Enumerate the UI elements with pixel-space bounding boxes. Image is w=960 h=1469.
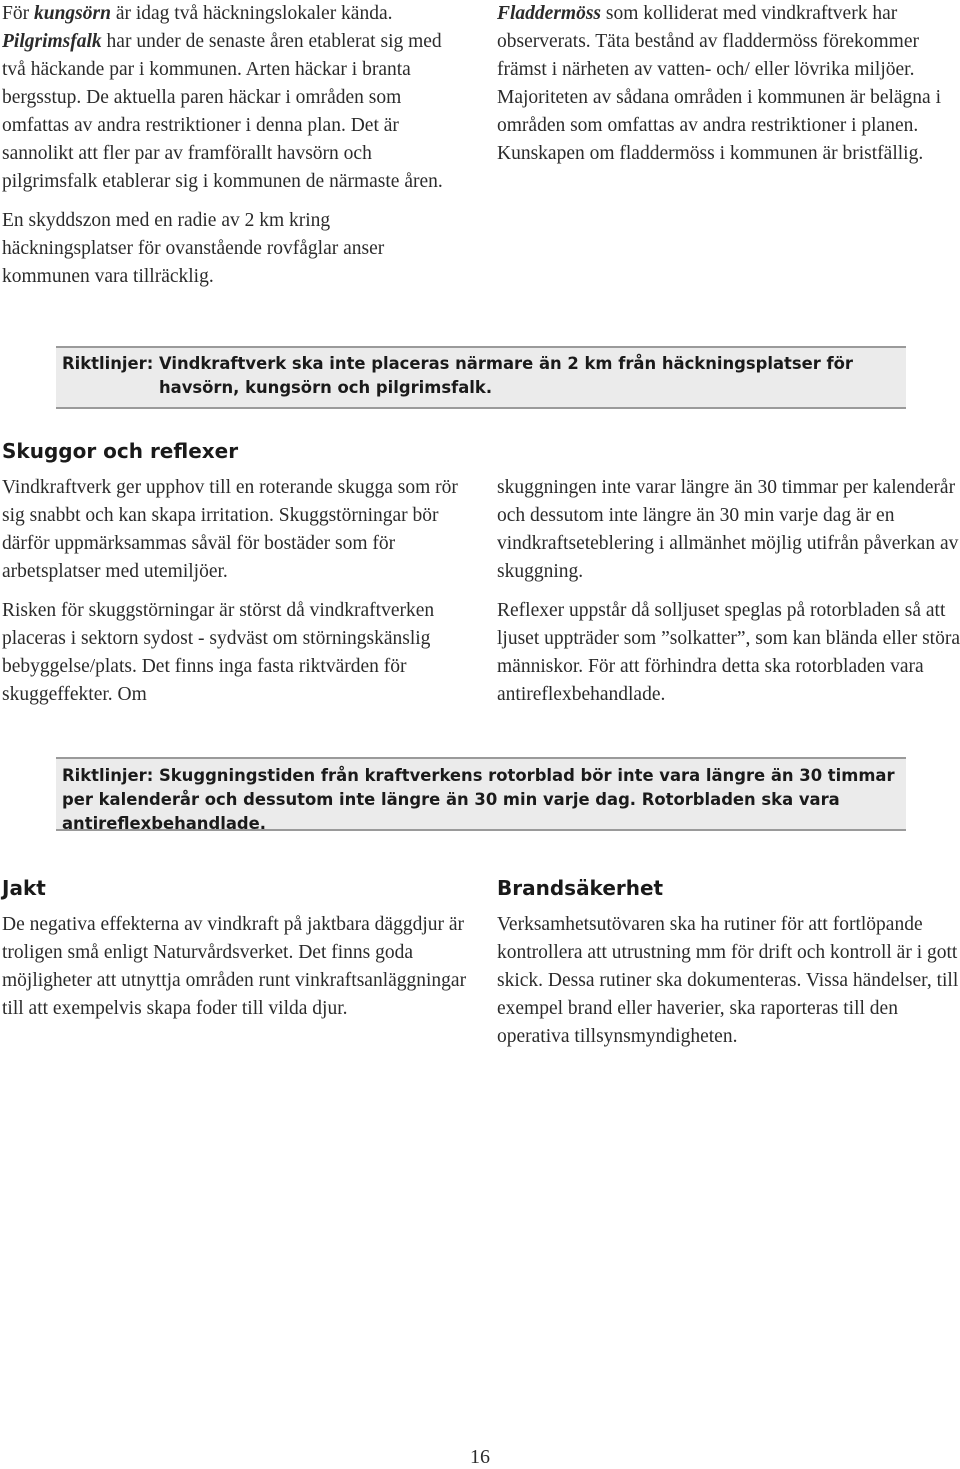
fire-safety-paragraph: Verksamhetsutövaren ska ha rutiner för att fortlöpande kontrollera att utrustning mm för drift och kontroll är i gott skick. Dessa rutiner ska dokumenteras. Vissa händelser, till exempel brand eller haverier, ska raporteras till den operativa tillsynsmyndigheten. (497, 914, 959, 1047)
fladdermoss-term: Fladdermöss (497, 3, 602, 24)
section-heading-hunting: Jakt (2, 876, 46, 900)
hunting-column (2, 911, 472, 1023)
buffer-zone-paragraph: En skyddszon med en radie av 2 km kring häckningsplatser för ovanstående rovfåglar anser kommunen vara tillräcklig. (2, 210, 385, 287)
shadows-paragraph-3: skuggningen inte varar längre än 30 timmar per kalenderår och dessutom inte längre än 30 min varje dag är en vindkraftseteblering i allmänhet möjlig utifrån påverkan av skuggning. (497, 477, 959, 582)
raptors-paragraph: För kungsörn är idag två häckningslokaler kända. Pilgrimsfalk har under de senaste åren etablerat sig med två häckande par i kommunen. Arten häckar i branta bergsstup. De aktuella paren häckar i områden som omfattas av andra restriktioner i denna plan. Det är sannolikt att fler par av framförallt havsörn och pilgrimsfalk etablerar sig i kommunen de närmaste åren. (2, 3, 443, 192)
shadows-right-column (497, 474, 960, 709)
bats-paragraph: Fladdermöss som kolliderat med vindkraftverk har observerats. Täta bestånd av fladdermöss förekommer främst i närheten av vatten- och/ eller lövrika miljöer. Majoriteten av sådana områden i kommunen är belägna i områden som omfattas av andra restriktioner i planen. Kunskapen om fladdermöss i kommunen är bristfällig. (497, 3, 942, 164)
reflections-paragraph: Reflexer uppstår då solljuset speglas på rotorbladen så att ljuset uppträder som ”solkatter”, som kan blända eller störa människor. För att förhindra detta ska rotorbladen vara antireflexbehandlade. (497, 600, 960, 705)
page-number: 16 (470, 1446, 490, 1468)
shadows-paragraph-1: Vindkraftverk ger upphov till en roterande skugga som rör sig snabbt och kan skapa irritation. Skuggstörningar bör därför uppmärksammas såväl för bostäder som för arbetsplatser med utemiljöer. (2, 477, 458, 582)
pilgrimsfalk-term: Pilgrimsfalk (2, 31, 102, 52)
hunting-paragraph: De negativa effekterna av vindkraft på jaktbara däggdjur är troligen små enligt Naturvårdsverket. Det finns goda möjligheter att utnyttja områden runt vinkraftsanläggningar till att exempelvis skapa foder till vilda djur. (2, 914, 467, 1019)
guideline-text: Vindkraftverk ska inte placeras närmare än 2 km från häckningsplatser för havsörn, kungsörn och pilgrimsfalk. (158, 354, 854, 397)
section-heading-shadows: Skuggor och reflexer (2, 439, 239, 463)
kungsorn-term: kungsörn (33, 3, 111, 24)
guideline-text: Riktlinjer: Skuggningstiden från kraftverkens rotorblad bör inte vara längre än 30 timmar per kalenderår och dessutom inte längre än 30 min varje dag. Rotorbladen ska vara antireflexbehandlade. (62, 766, 895, 833)
guideline-box-raptors (56, 346, 906, 409)
shadows-left-column (2, 474, 472, 709)
shadows-paragraph-2: Risken för skuggstörningar är störst då vindkraftverken placeras i sektorn sydost - sydväst om störningskänslig bebyggelse/plats. Det finns inga fasta riktvärden för skuggeffekter. Om (2, 600, 435, 705)
section-heading-fire-safety: Brandsäkerhet (497, 876, 664, 900)
guideline-box-shadows (56, 757, 906, 831)
raptors-column (2, 0, 464, 291)
guideline-prefix: Riktlinjer: (62, 354, 159, 373)
fire-safety-column (497, 911, 960, 1051)
bats-column (497, 0, 952, 168)
